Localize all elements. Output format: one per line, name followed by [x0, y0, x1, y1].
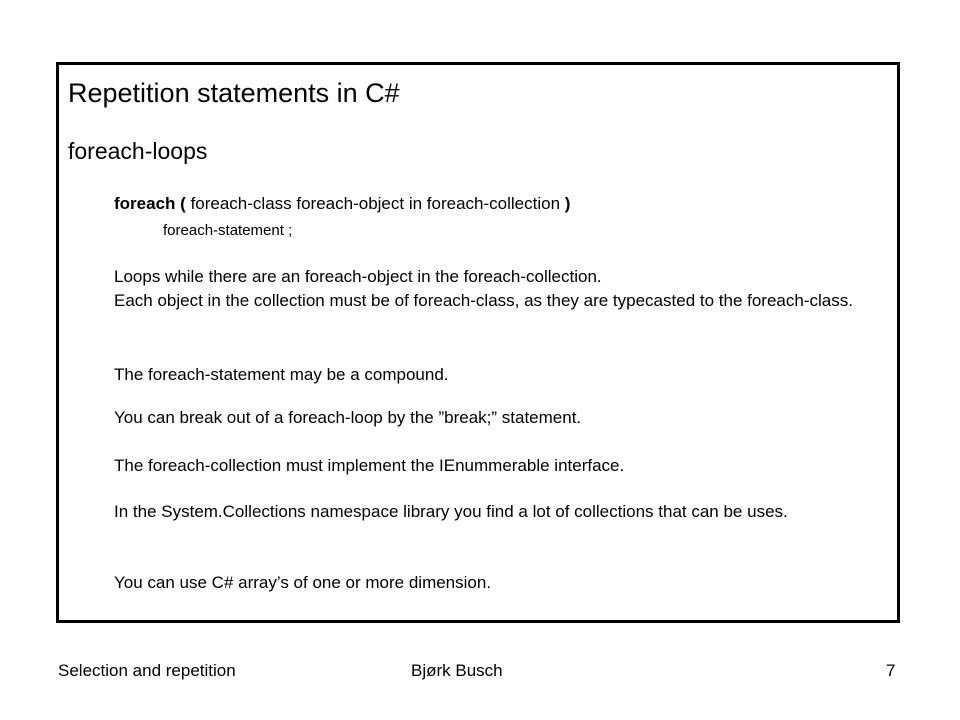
footer-title: Selection and repetition [58, 661, 236, 680]
paragraph-arrays [114, 571, 884, 595]
syntax-open-paren: ( [180, 194, 186, 213]
footer-author: Bjørk Busch [411, 661, 503, 680]
paragraph-loops-while [114, 265, 884, 313]
footer-page-number: 7 [886, 661, 896, 680]
syntax-middle: foreach-class foreach-object in foreach-collection [190, 194, 561, 213]
paragraph-line: The foreach-collection must implement the IEnummerable interface. [114, 456, 625, 475]
paragraph-line: The foreach-statement may be a compound. [114, 365, 449, 384]
slide-subtitle: foreach-loops [68, 138, 208, 164]
syntax-semicolon: ; [288, 222, 293, 239]
paragraph-collections [114, 500, 884, 524]
paragraph-line: You can use C# array’s of one or more dimension. [114, 573, 492, 592]
syntax-close-paren: ) [564, 194, 571, 213]
paragraph-ienumerable [114, 454, 884, 478]
syntax-keyword-foreach: foreach [114, 194, 176, 213]
paragraph-line: Each object in the collection must be of foreach-class, as they are typecasted to the foreach-class. [114, 291, 853, 310]
paragraph-line: You can break out of a foreach-loop by the ”break;” statement. [114, 408, 582, 427]
paragraph-break [114, 406, 884, 430]
slide-title: Repetition statements in C# [68, 78, 400, 108]
foreach-syntax-line [114, 193, 570, 215]
syntax-statement: foreach-statement [163, 222, 284, 239]
paragraph-line: In the System.Collections namespace library you find a lot of collections that can be uses. [114, 502, 788, 521]
foreach-syntax-statement [163, 222, 292, 240]
slide-content-frame [56, 62, 900, 623]
paragraph-line: Loops while there are an foreach-object in the foreach-collection. [114, 267, 602, 286]
paragraph-compound [114, 363, 884, 387]
